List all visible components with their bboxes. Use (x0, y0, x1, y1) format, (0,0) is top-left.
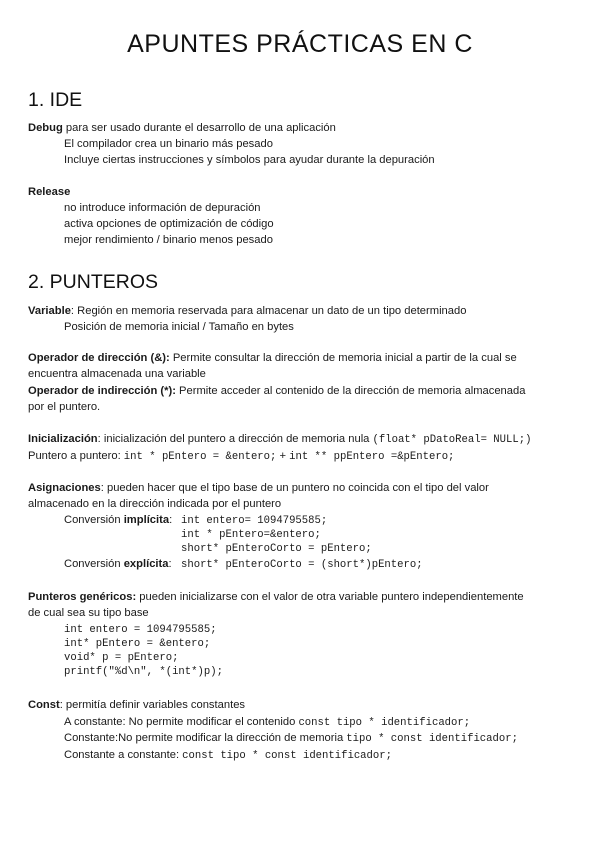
expl-colon: : (168, 558, 172, 570)
const-desc: : permitía definir variables constantes (59, 699, 246, 711)
pp-line (28, 449, 454, 464)
opdir-desc: Permite consultar la dirección de memoria inicial a partir de la cual se (169, 352, 517, 364)
init-line (28, 432, 531, 447)
code-line: void* p = pEntero; (64, 652, 179, 664)
section-heading-ide: 1. IDE (28, 89, 83, 111)
const-a-text: A constante: No permite modificar el contenido (64, 716, 299, 728)
gen-term: Punteros genéricos: (28, 591, 137, 603)
asig-line-1 (28, 481, 489, 495)
pp-code-1: int * pEntero = &entero; (123, 451, 277, 463)
page-title: APUNTES PRÁCTICAS EN C (127, 30, 473, 58)
opind-term: Operador de indirección (*): (28, 385, 176, 397)
release-term: Release (28, 186, 71, 198)
init-code: (float* pDatoReal= NULL;) (372, 434, 532, 446)
list-item: El compilador crea un binario más pesado (64, 138, 273, 150)
impl-pre: Conversión (64, 514, 124, 526)
code-line: int * pEntero=&entero; (181, 529, 321, 541)
const-b-text: Constante:No permite modificar la dirección de memoria (64, 732, 347, 744)
debug-desc: para ser usado durante el desarrollo de una aplicación (62, 122, 336, 134)
expl-term: explícita (123, 558, 169, 570)
asig-desc: : pueden hacer que el tipo base de un puntero no coincida con el tipo del valor (100, 482, 489, 494)
code-line: short* pEnteroCorto = (short*)pEntero; (181, 559, 423, 571)
variable-term: Variable (28, 305, 71, 317)
const-a-code: const tipo * identificador; (298, 717, 471, 729)
const-c-code: const tipo * const identificador; (182, 750, 392, 762)
asig-term: Asignaciones (28, 482, 101, 494)
const-term: Const (28, 699, 60, 711)
const-line (28, 698, 245, 712)
const-a-line (64, 715, 470, 730)
code-line: int entero = 1094795585; (64, 624, 217, 636)
code-line: int* pEntero = &entero; (64, 638, 211, 650)
gen-line-1 (28, 590, 524, 604)
opind-line-2: por el puntero. (28, 401, 101, 413)
const-b-line (64, 731, 518, 746)
variable-line (28, 304, 466, 318)
opind-line-1 (28, 384, 525, 398)
list-item: Incluye ciertas instrucciones y símbolos para ayudar durante la depuración (64, 154, 435, 166)
gen-line-2: de cual sea su tipo base (28, 607, 149, 619)
code-line: printf("%d\n", *(int*)p); (64, 666, 223, 678)
expl-pre: Conversión (64, 558, 124, 570)
pp-text: Puntero a puntero: (28, 450, 124, 462)
list-item: mejor rendimiento / binario menos pesado (64, 234, 273, 246)
list-item: activa opciones de optimización de código (64, 218, 274, 230)
const-c-line (64, 748, 392, 763)
impl-term: implícita (123, 514, 170, 526)
opdir-term: Operador de dirección (&): (28, 352, 170, 364)
variable-sub: Posición de memoria inicial / Tamaño en bytes (64, 321, 294, 333)
init-term: Inicialización (28, 433, 98, 445)
debug-term: Debug (28, 122, 63, 134)
debug-line (28, 121, 336, 135)
init-desc: : inicialización del puntero a dirección de memoria nula (97, 433, 373, 445)
expl-line (64, 557, 172, 571)
opdir-line-1 (28, 351, 517, 365)
const-b-code: tipo * const identificador; (346, 733, 518, 745)
impl-colon: : (169, 514, 173, 526)
pp-plus: + (276, 450, 290, 462)
section-heading-punteros: 2. PUNTEROS (28, 271, 159, 293)
code-line: short* pEnteroCorto = pEntero; (181, 543, 372, 555)
code-line: int entero= 1094795585; (181, 515, 328, 527)
opdir-line-2: encuentra almacenada una variable (28, 368, 206, 380)
impl-line (64, 513, 172, 527)
const-c-text: Constante a constante: (64, 749, 183, 761)
list-item: no introduce información de depuración (64, 202, 261, 214)
variable-desc: : Región en memoria reservada para almacenar un dato de un tipo determinado (70, 305, 467, 317)
gen-desc: pueden inicializarse con el valor de otra variable puntero independientemente (136, 591, 524, 603)
opind-desc: Permite acceder al contenido de la dirección de memoria almacenada (175, 385, 526, 397)
pp-code-2: int ** ppEntero =&pEntero; (289, 451, 455, 463)
asig-line-2: almacenado en la dirección indicada por el puntero (28, 498, 282, 510)
